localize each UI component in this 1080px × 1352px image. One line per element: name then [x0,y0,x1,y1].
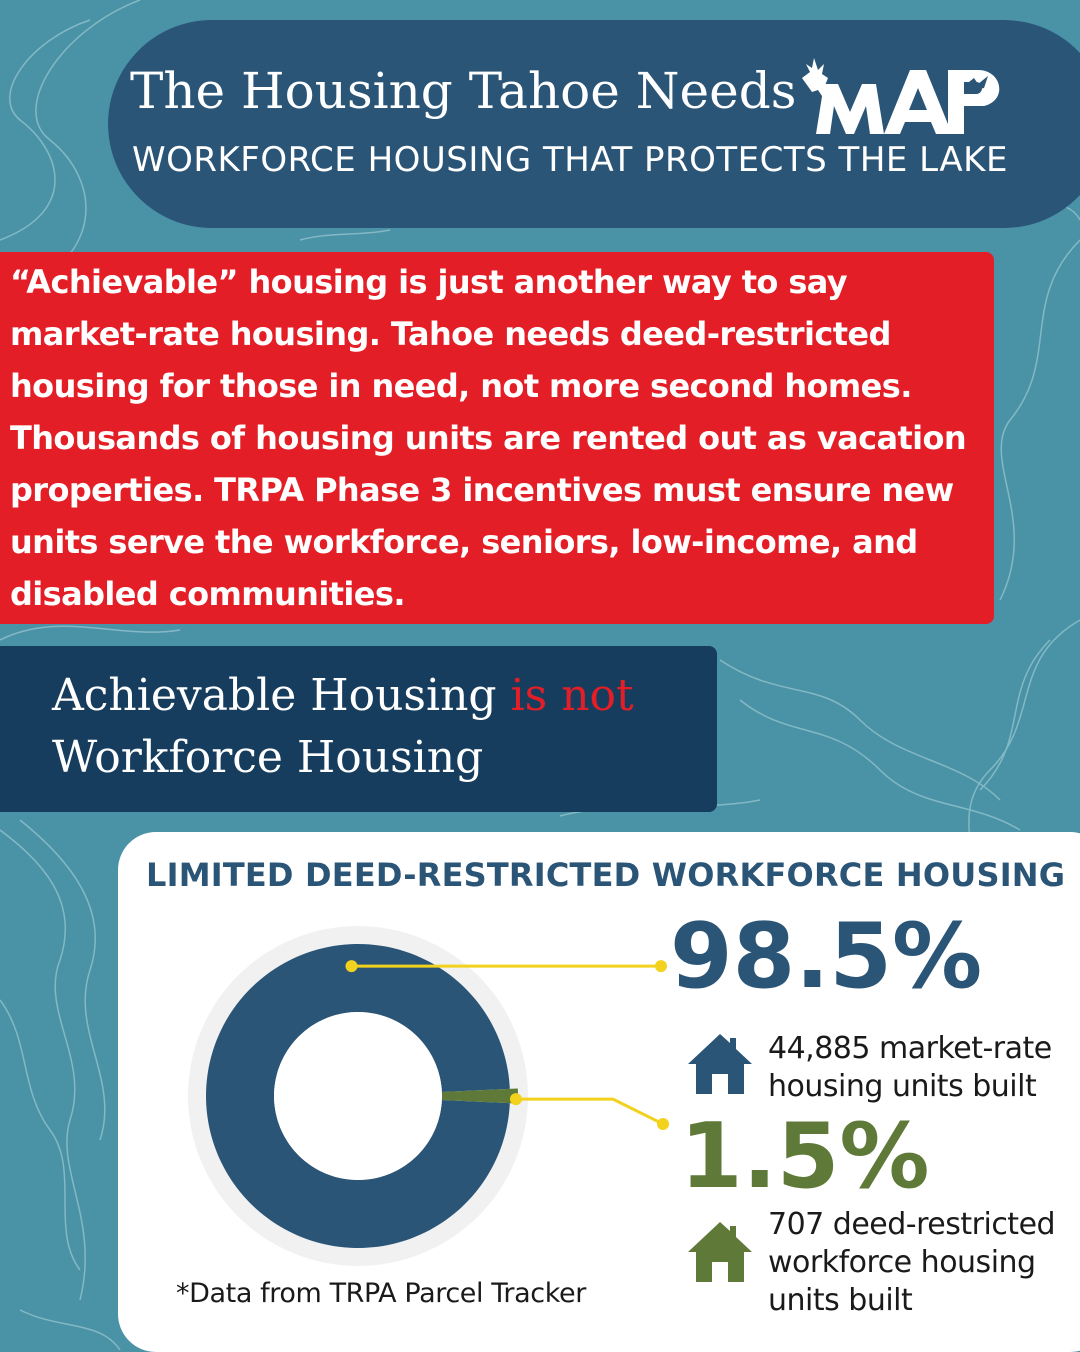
headline-part-1: Achievable Housing [52,670,511,721]
quote-text: “Achievable” housing is just another way to say market-rate housing. Tahoe needs deed-restricted housing for those in need, not more second homes. Thousands of housing units are rented out as vacation properties. TRPA Phase 3 incentives must ensure new units serve the workforce, seniors, low-income, and disabled communities. [10,263,967,613]
logo-text: MAP [788,42,791,43]
page-subtitle: WORKFORCE HOUSING THAT PROTECTS THE LAKE [132,140,1008,180]
headline-line-1 [52,670,634,721]
headline-line-2: Workforce Housing [52,732,484,783]
deed-restricted-caption: 707 deed-restricted workforce housing units built [768,1207,1056,1318]
house-icon [686,1032,754,1096]
data-source-note: *Data from TRPA Parcel Tracker [176,1278,586,1309]
house-icon [686,1220,754,1284]
deed-restricted-leader-line [516,1099,663,1124]
market-rate-leader-dot [346,960,358,972]
deed-restricted-leader-dot [510,1093,522,1105]
market-rate-percent-label: 98.5% [670,904,983,1009]
market-rate-caption: 44,885 market-rate housing units built [768,1031,1052,1104]
market-rate-leader-dot [655,960,667,972]
deed-restricted-percent-label: 1.5% [680,1104,930,1209]
chart-title: LIMITED DEED-RESTRICTED WORKFORCE HOUSING [146,856,1066,894]
headline-red-words: is not [510,670,634,721]
donut-hole [274,1012,442,1180]
map-logo [788,42,1013,142]
page-title: The Housing Tahoe Needs [130,62,797,120]
deed-restricted-leader-dot [657,1118,669,1130]
